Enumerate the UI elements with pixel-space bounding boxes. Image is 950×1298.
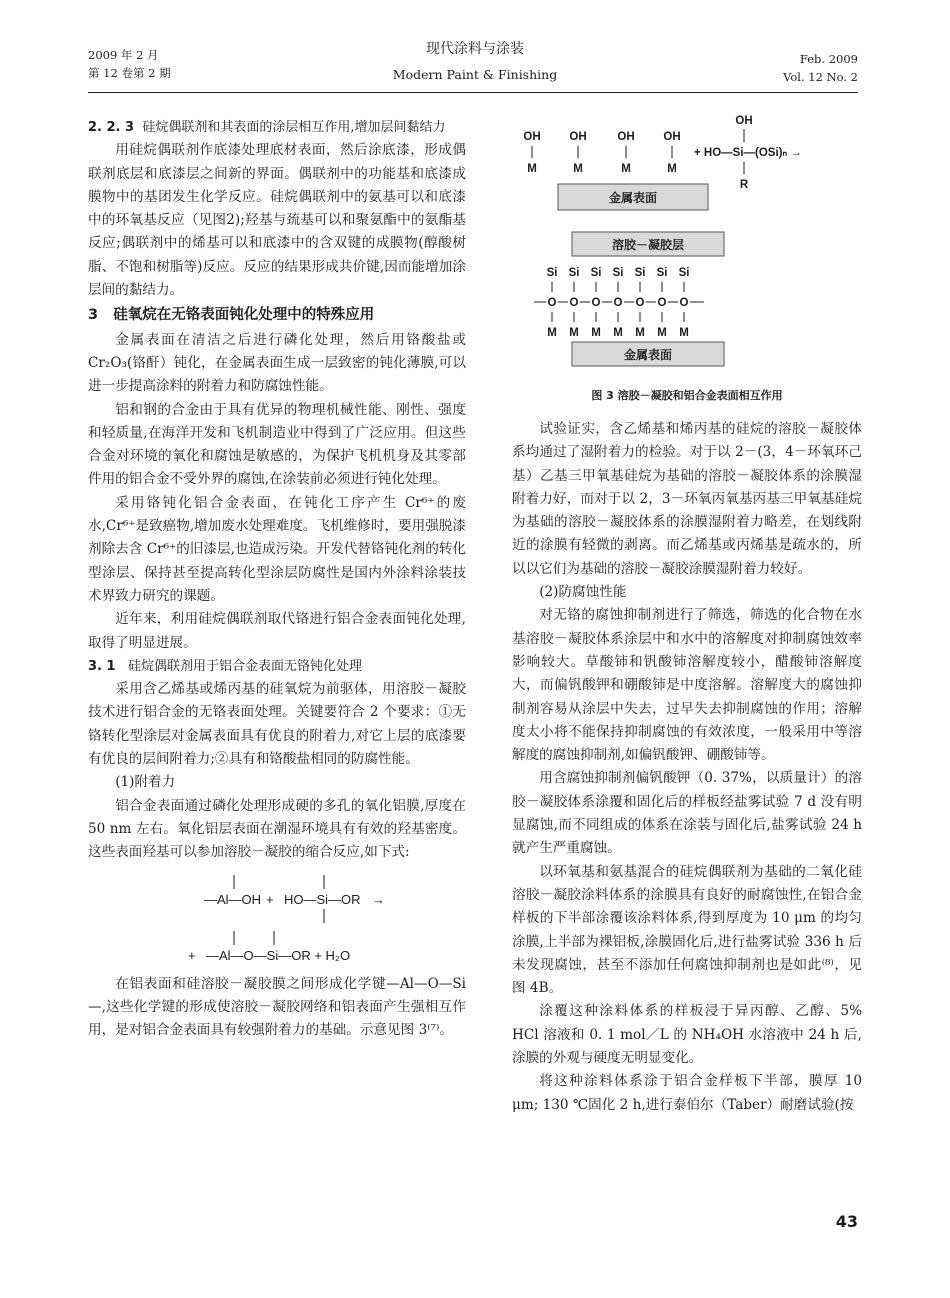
hydroxyl-label: OH [663,131,681,143]
section-title: 硅烷偶联剂用于铝合金表面无铬钝化处理 [127,658,362,674]
oxygen-atom-label: O [613,297,623,309]
eq-arrow: → [372,891,385,907]
metal-atom-label: M [569,327,579,339]
header-date: 2009 年 2 月 [88,48,159,62]
silicon-atom-label: Si [546,267,558,279]
oxygen-atom-label: O [547,297,557,309]
metal-surface-label: 金属表面 [623,348,673,362]
silicon-atom-label: Si [656,267,668,279]
silicon-atom-label: Si [568,267,580,279]
figure-3-diagram [512,112,862,382]
paragraph: 采用含乙烯基或烯丙基的硅氧烷为前驱体，用溶胶－凝胶技术进行铝合金的无铬表面处理。关键要符合 2 个要求：①无铬转化型涂层对金属表面具有优良的附着力,对它上层的底漆要有优良的层间附着力;②具有和铬酸盐相同的防腐性能。 [88,681,466,768]
eq-reactant-al: —Al—OH [204,891,262,907]
hydroxyl-label: OH [569,131,587,143]
oxygen-atom-label: O [591,297,601,309]
eq-reactant-silane: HO—Si—OR [284,891,361,907]
r-group-label: R [739,179,749,191]
metal-atom-label: M [621,163,631,175]
paragraph: 用硅烷偶联剂作底漆处理底材表面，然后涂底漆，形成偶联剂底层和底漆层之间新的界面。偶联剂中的功能基和底漆成膜物中的基团发生化学反应。硅烷偶联剂中的氨基可以和底漆中的环氧基反应（见图2);羟基与巯基可以和聚氨酯中的氨酯基反应;偶联剂中的烯基可以和底漆中的含双键的成膜物(醇酸树脂、不饱和树脂等)反应。反应的结果形成共价键,因而能增加涂层间的黏结力。 [88,142,466,299]
metal-atom-label: M [573,163,583,175]
section-title: 硅氧烷在无铬表面钝化处理中的特殊应用 [113,307,375,324]
metal-atom-label: M [527,163,537,175]
silane-reagent: + HO—Si—(OSi)ₙ → [694,147,802,159]
oxygen-atom-label: O [657,297,667,309]
left-column [88,116,466,1042]
hydroxyl-label: OH [735,115,753,127]
paragraph: 在铝表面和硅溶胶－凝胶膜之间形成化学键—Al—O—Si—,这些化学键的形成使溶胶－凝胶网络和铝表面产生强相互作用，是对铝合金表面具有较强附着力的基础。示意见图 3⁽⁷⁾。 [88,975,466,1039]
metal-atom-label: M [657,327,667,339]
paragraph: 采用铬钝化铝合金表面，在钝化工序产生 Cr⁶⁺的废水,Cr⁶⁺是致癌物,增加废水处理难度。飞机维修时，要用强脱漆剂除去含 Cr⁶⁺的旧漆层,也造成污染。开发代替铬钝化剂的转化型涂层、保持甚至提高转化型涂层防腐性是国内外涂料涂装技术界致力研究的课题。 [88,494,467,604]
section-heading-2-2-3 [88,116,466,139]
header-volume-en: Vol. 12 No. 2 [783,70,858,84]
hydroxyl-label: OH [523,131,541,143]
journal-title-cn: 现代涂料与涂装 [426,41,524,57]
eq-plus: + [266,891,274,907]
section-heading-3-1 [88,655,466,678]
header-rule [88,92,858,93]
section-title: 硅烷偶联剂和其表面的涂层相互作用,增加层间黏结力 [142,120,446,135]
header-volume-cn: 第 12 卷第 2 期 [88,66,171,80]
paragraph: 铝合金表面通过磷化处理形成硬的多孔的氧化铝膜,厚度在 50 nm 左右。氧化铝层表面在潮湿环境具有有效的羟基密度。这些表面羟基可以参加溶胶－凝胶的缩合反应,如下式: [88,797,466,861]
paragraph: 将这种涂料体系涂于铝合金样板下半部，膜厚 10 μm; 130 ℃固化 2 h,进行泰伯尔（Taber）耐磨试验(按 [512,1073,862,1113]
section-number: 2. 2. 3 [88,120,135,135]
journal-title-en: Modern Paint & Finishing [392,67,558,82]
reaction-equation [88,869,466,969]
silicon-atom-label: Si [634,267,646,279]
running-header [0,0,950,100]
paragraph: 试验证实，含乙烯基和烯丙基的硅烷的溶胶－凝胶体系均通过了湿附着力的检验。对于以 2－(3，4－环氧环己基）乙基三甲氧基硅烷为基础的溶胶－凝胶体系的涂膜湿附着力好，而对于以 2，3－环氧丙氧基丙基三甲氧基硅烷为基础的溶胶－凝胶体系的涂膜湿附着力略差，在划线附近的涂膜有轻微的剥离。而乙烯基或丙烯基是疏水的，所以以它们为基础的溶胶－凝胶涂膜湿附着力较好。 [512,421,862,577]
page-number: 43 [835,1212,858,1231]
subheading-adhesion: (1)附着力 [115,774,176,791]
oxygen-atom-label: O [679,297,689,309]
paragraph: 涂覆这种涂料体系的样板浸于异丙醇、乙醇、5% HCl 溶液和 0. 1 mol／L 的 NH₄OH 水溶液中 24 h 后,涂膜的外观与硬度无明显变化。 [512,1003,862,1067]
eq-plus: + [188,947,196,963]
paragraph: 用含腐蚀抑制剂偏钒酸钾（0. 37%，以质量计）的溶胶－凝胶体系涂覆和固化后的样板经盐雾试验 7 d 没有明显腐蚀,而不同组成的体系在涂装与固化后,盐雾试验 24 h 就产生严重腐蚀。 [512,770,862,857]
hydroxyl-label: OH [617,131,635,143]
metal-atom-label: M [635,327,645,339]
metal-atom-label: M [547,327,557,339]
header-issue-block [783,50,858,86]
subheading-anticorrosion: (2)防腐蚀性能 [539,584,627,601]
paragraph: 近年来，利用硅烷偶联剂取代铬进行铝合金表面钝化处理,取得了明显进展。 [88,611,466,651]
silicon-atom-label: Si [612,267,624,279]
figure-3-caption: 图 3 溶胶－凝胶和铝合金表面相互作用 [591,389,783,402]
header-date-en: Feb. 2009 [799,52,858,66]
paragraph: 对无铬的腐蚀抑制剂进行了筛选，筛选的化合物在水基溶胶－凝胶体系涂层中和水中的溶解度对抑制腐蚀效率影响较大。草酸铈和钒酸铈溶解度较小，醋酸铈溶解度大，而偏钒酸钾和硼酸铈是中度溶解。溶解度大的腐蚀抑制剂容易从涂层中失去，过早失去抑制腐蚀的作用；溶解度太小将不能保持抑制腐蚀的有效浓度，一般采用中等溶解度的腐蚀抑制剂,如偏钒酸钾、硼酸铈等。 [512,607,862,764]
silicon-atom-label: Si [590,267,602,279]
metal-atom-label: M [613,327,623,339]
sol-gel-layer-label: 溶胶－凝胶层 [611,238,685,252]
oxygen-atom-label: O [569,297,579,309]
figure-3 [512,112,862,412]
section-number: 3 [88,307,99,324]
right-column [512,418,862,1117]
metal-atom-label: M [667,163,677,175]
section-heading-3 [88,304,466,327]
section-number: 3. 1 [88,658,116,674]
paragraph: 以环氧基和氨基混合的硅烷偶联剂为基础的二氧化硅溶胶－凝胶涂料体系的涂膜具有良好的耐腐蚀性,在铝合金样板的下半部涂覆该涂料体系,得到厚度为 10 μm 的均匀涂膜,上半部为裸铝板,涂膜固化后,进行盐雾试验 336 h 后未发现腐蚀，甚至不添加任何腐蚀抑制剂也是如此⁽⁸⁾，见图 4B。 [512,863,862,997]
paragraph: 金属表面在清洁之后进行磷化处理，然后用铬酸盐或 Cr₂O₃(铬酐）钝化，在金属表面生成一层致密的钝化薄膜,可以进一步提高涂料的附着力和防腐蚀性能。 [88,331,466,395]
eq-product: —Al—O—Si—OR + H₂O [206,947,351,963]
oxygen-atom-label: O [635,297,645,309]
equation-graphic [88,869,466,969]
paragraph: 铝和钢的合金由于具有优异的物理机械性能、刚性、强度和轻质量,在海洋开发和飞机制造业中得到了广泛应用。但这些合金对环境的氧化和腐蚀是敏感的，为保护飞机机身及其零部件用的铝合金不受外界的腐蚀,在涂装前必须进行钝化处理。 [88,401,466,488]
metal-atom-label: M [591,327,601,339]
metal-surface-label: 金属表面 [608,191,658,205]
silicon-atom-label: Si [678,267,690,279]
metal-atom-label: M [679,327,689,339]
